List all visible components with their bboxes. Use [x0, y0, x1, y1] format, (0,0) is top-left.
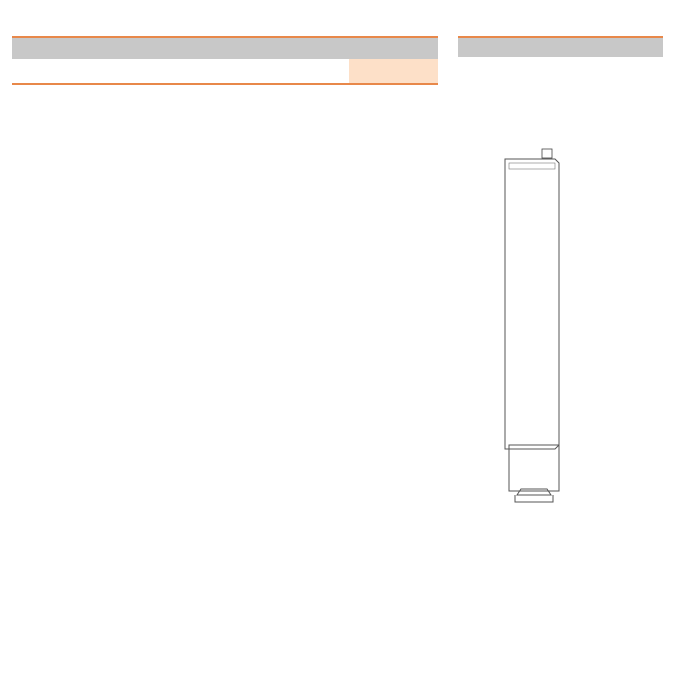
- sensor-wiring-diagram: [495, 145, 645, 515]
- order-model: [167, 59, 292, 83]
- module-base: [509, 445, 559, 491]
- order-table: [12, 36, 438, 85]
- top-connector-icon: [542, 149, 552, 158]
- order-header-row: [12, 36, 438, 59]
- order-header-model: [167, 38, 292, 59]
- bottom-latch: [515, 495, 553, 502]
- order-number: [349, 59, 438, 83]
- order-quantity: [292, 59, 349, 83]
- order-header-order-number: [349, 38, 438, 59]
- order-description: [12, 59, 167, 83]
- module-top-rail: [509, 163, 555, 169]
- order-header-quantity: [292, 38, 349, 59]
- order-header-description: [12, 38, 167, 59]
- module-housing: [505, 159, 559, 449]
- order-data-row: [12, 59, 438, 85]
- diagram-title: [458, 36, 663, 57]
- latch-tab-icon: [517, 489, 551, 495]
